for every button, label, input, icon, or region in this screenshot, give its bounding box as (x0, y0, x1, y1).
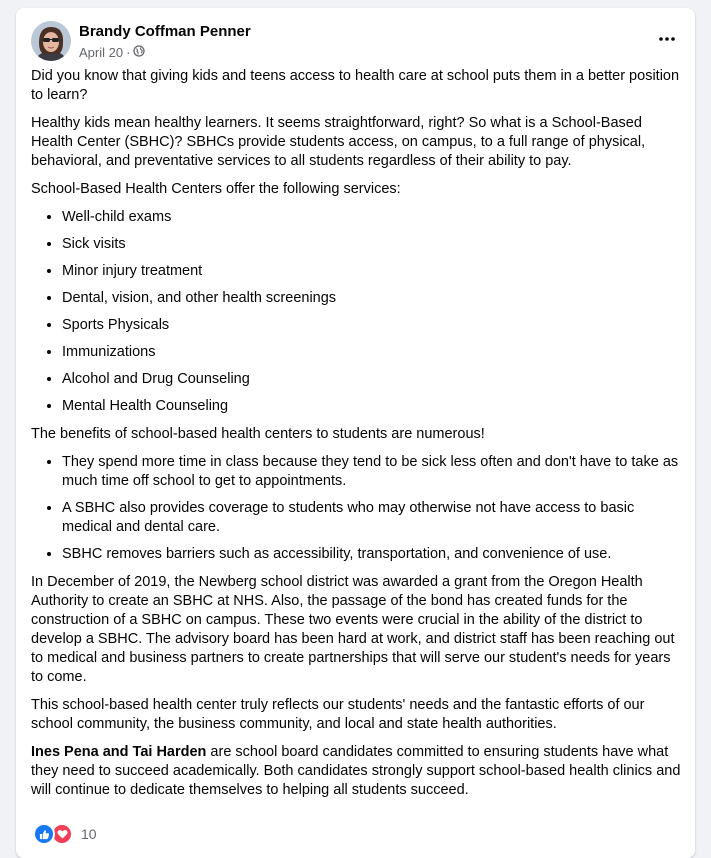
meta-separator: · (126, 45, 131, 60)
paragraph-candidates (31, 743, 681, 800)
list-item: • Dental, vision, and other health screenings (62, 289, 681, 308)
list-item: • Mental Health Counseling (62, 397, 681, 416)
post-header (31, 17, 681, 67)
list-item: • They spend more time in class because they tend to be sick less often and don't have to take as much time off school to get to appointments. (62, 453, 681, 491)
list-item: • Minor injury treatment (62, 262, 681, 281)
list-item: • Alcohol and Drug Counseling (62, 370, 681, 389)
list-item: • Sick visits (62, 235, 681, 254)
paragraph-services-intro: School-Based Health Centers offer the following services: (31, 181, 401, 197)
post-body (31, 67, 681, 809)
reactions-summary[interactable] (33, 823, 97, 845)
candidates-names: Ines Pena and Tai Harden (31, 744, 207, 760)
more-dots-icon[interactable] (653, 29, 681, 49)
author-avatar[interactable] (31, 21, 71, 61)
list-item: • Well-child exams (62, 208, 681, 227)
paragraph-intro: Did you know that giving kids and teens access to health care at school puts them in a better position to learn? (31, 68, 680, 103)
post-meta (79, 45, 145, 60)
list-item: • SBHC removes barriers such as accessibility, transportation, and convenience of use. (62, 545, 681, 564)
like-icon (33, 823, 55, 845)
author-name[interactable]: Brandy Coffman Penner (79, 23, 251, 40)
globe-icon (133, 45, 145, 60)
services-list (31, 208, 681, 416)
list-item: • Immunizations (62, 343, 681, 362)
post-card (16, 8, 695, 858)
paragraph-benefits-intro: The benefits of school-based health centers to students are numerous! (31, 426, 485, 442)
paragraph-definition: Healthy kids mean healthy learners. It seems straightforward, right? So what is a School-Based Health Center (SBHC)? SBHCs provide students access, on campus, to a full range of physical, behavioral, and preventative services to all students regardless of their ability to pay. (31, 115, 646, 169)
paragraph-history: In December of 2019, the Newberg school district was awarded a grant from the Oregon Health Authority to create an SBHC at NHS. Also, the passage of the bond has created funds for the construction of a SBHC on campus. These two events were crucial in the ability of the district to develop a SBHC. The advisory board has been hard at work, and district staff has been reaching out to medical and business partners to create partnerships that will serve our student's needs for years to come. (31, 574, 675, 685)
list-item: • A SBHC also provides coverage to students who may otherwise not have access to basic medical and dental care. (62, 499, 681, 537)
list-item: • Sports Physicals (62, 316, 681, 335)
post-date[interactable]: April 20 (79, 45, 124, 60)
benefits-list (31, 453, 681, 564)
paragraph-reflection: This school-based health center truly reflects our students' needs and the fantastic efforts of our school community, the business community, and local and state health authorities. (31, 697, 645, 732)
reaction-count[interactable]: 10 (81, 826, 97, 842)
candidates-text: are school board candidates committed to ensuring students have what they need to succeed academically. Both candidates strongly support school-based health clinics and will continue to dedicate themselves to helping all students succeed. (31, 744, 681, 798)
